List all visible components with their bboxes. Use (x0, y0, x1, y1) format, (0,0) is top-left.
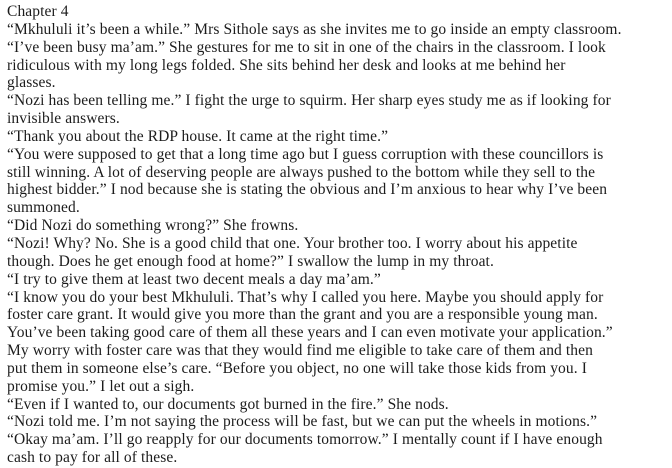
text-line: though. Does he get enough food at home?” I swallow the lump in my throat. (7, 252, 494, 270)
text-line: “I know you do your best Mkhululi. That’s why I called you here. Maybe you should apply for (7, 288, 604, 306)
body-text (7, 21, 668, 467)
text-line: “Thank you about the RDP house. It came at the right time.” (7, 127, 389, 145)
text-line: “Nozi! Why? No. She is a good child that one. Your brother too. I worry about his appetite (7, 234, 578, 252)
text-line: My worry with foster care was that they would find me eligible to take care of them and then (7, 342, 593, 360)
text-line: invisible answers. (7, 110, 120, 128)
text-line: “You were supposed to get that a long time ago but I guess corruption with these councillors is (7, 145, 604, 163)
text-line: “Okay ma’am. I’ll go reapply for our documents tomorrow.” I mentally count if I have enough (7, 431, 603, 449)
text-line: glasses. (7, 74, 56, 92)
text-line: cash to pay for all of these. (7, 449, 178, 467)
text-line: still winning. A lot of deserving people are always pushed to the bottom while they sell to the (7, 163, 596, 181)
text-line: summoned. (7, 199, 80, 217)
text-line: “Did Nozi do something wrong?” She frowns. (7, 217, 299, 235)
text-line: “Mkhululi it’s been a while.” Mrs Sithole says as she invites me to go inside an empty classroom. (7, 20, 622, 38)
text-line: foster care grant. It would give you more than the grant and you are a responsible young man. (7, 306, 598, 324)
text-line: promise you.” I let out a sigh. (7, 377, 195, 395)
text-line: “I try to give them at least two decent meals a day ma’am.” (7, 270, 381, 288)
text-line: You’ve been taking good care of them all these years and I can even motivate your application.” (7, 324, 613, 342)
text-line: “Nozi told me. I’m not saying the process will be fast, but we can put the wheels in motions.” (7, 413, 598, 431)
text-line: highest bidder.” I nod because she is stating the obvious and I’m anxious to hear why I’ve been (7, 181, 608, 199)
text-line: put them in someone else’s care. “Before you object, no one will take those kids from you. I (7, 359, 587, 377)
text-line: “Even if I wanted to, our documents got burned in the fire.” She nods. (7, 395, 449, 413)
text-line: ridiculous with my long legs folded. She sits behind her desk and looks at me behind her (7, 56, 566, 74)
chapter-heading: Chapter 4 (7, 3, 69, 20)
text-line: “I’ve been busy ma’am.” She gestures for me to sit in one of the chairs in the classroom. I look (7, 38, 606, 56)
text-line: “Nozi has been telling me.” I fight the urge to squirm. Her sharp eyes study me as if looking for (7, 92, 611, 110)
